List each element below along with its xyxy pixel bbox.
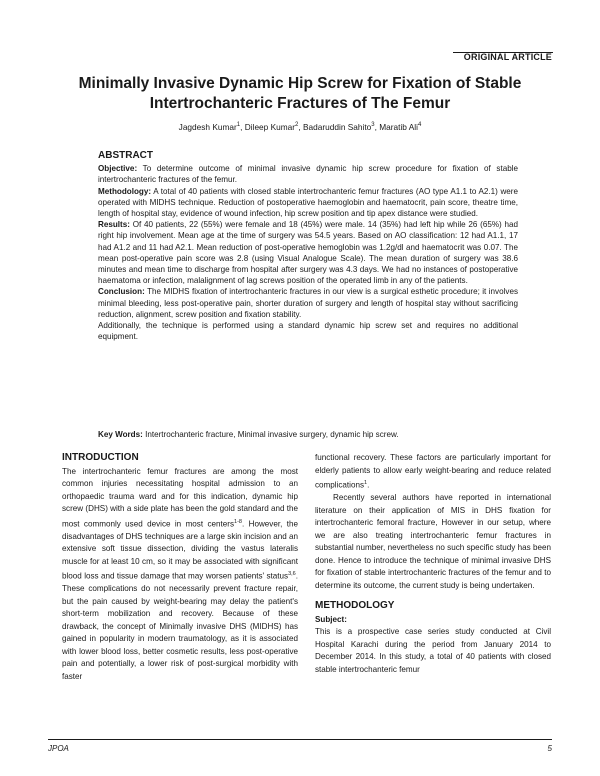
author-name: Badaruddin Sahito bbox=[303, 122, 372, 132]
subject-subheading: Subject: bbox=[315, 614, 347, 624]
author-affiliation: 1 bbox=[236, 122, 241, 129]
results-label: Results: bbox=[98, 220, 130, 230]
author-affiliation: 4 bbox=[417, 122, 422, 129]
intro-text-a: The intertrochanteric femur fractures are among the most common injuries necessitating hospital admission to an orthopaedic trauma ward and for this indication, dynamic hip screw (DHS) with a side plate has been the gold standard and the most commonly used device in most centers bbox=[62, 466, 298, 529]
introduction-paragraph-1-continued bbox=[315, 452, 551, 492]
left-column bbox=[62, 452, 298, 683]
introduction-paragraph-1 bbox=[62, 466, 298, 684]
citation: 1 bbox=[364, 480, 368, 486]
abstract-objective bbox=[98, 163, 518, 185]
keywords-label: Key Words: bbox=[98, 430, 143, 439]
keywords-text: Intertrochanteric fracture, Minimal invasive surgery, dynamic hip screw. bbox=[142, 430, 399, 439]
abstract-additionally: Additionally, the technique is performed using a standard dynamic hip screw set and requires no additional equipment. bbox=[98, 321, 518, 342]
introduction-heading: INTRODUCTION bbox=[62, 452, 139, 463]
citation: 3,6 bbox=[288, 571, 296, 578]
methodology-text: A total of 40 patients with closed stable intertrochanteric femur fractures (AO type A1.1 to A2.1) were operated with MIDHS technique. Reduction of postoperative haemoglobin and haematocrit, pain score, theatre time, length of hospital stay, evidence of wound infection, hip screw position and tip apex distance were studied. bbox=[98, 186, 518, 219]
intro-text-e: . bbox=[367, 480, 370, 490]
author-name: Jagdesh Kumar bbox=[178, 122, 237, 132]
abstract-heading: ABSTRACT bbox=[98, 150, 153, 161]
author-affiliation: 2 bbox=[295, 122, 299, 129]
article-title bbox=[60, 74, 540, 114]
abstract-conclusion bbox=[98, 286, 518, 320]
author-affiliation: 3 bbox=[371, 122, 375, 129]
abstract-section bbox=[98, 150, 518, 342]
intro-text-d: functional recovery. These factors are particularly important for elderly patients to allow early weight-bearing and reduce related complications bbox=[315, 453, 551, 490]
author-name: Dileep Kumar bbox=[244, 122, 296, 132]
methodology-label: Methodology: bbox=[98, 186, 152, 196]
page-number: 5 bbox=[547, 744, 552, 753]
article-type-label: ORIGINAL ARTICLE bbox=[463, 52, 552, 62]
intro-text-b: . However, the disadvantages of DHS techniques are a large skin incision and an extensive soft tissue dissection, dividing the vastus lateralis muscle for at least 10 cm, so it may be associated with significant blood loss and tissue damage that may worsen patients' status bbox=[62, 519, 298, 581]
objective-text: To determine outcome of minimal invasive dynamic hip screw procedure for fixation of stable intertrochanteric fractures of the femur. bbox=[98, 164, 518, 185]
title-line-1: Minimally Invasive Dynamic Hip Screw for Fixation of Stable bbox=[78, 75, 522, 92]
conclusion-label: Conclusion: bbox=[98, 287, 145, 297]
author-list: Jagdesh Kumar$^1$, Dileep Kumar$^2$, Badaruddin Sahito$^3$, Maratib Ali$^4$ bbox=[178, 122, 422, 132]
conclusion-text: The MIDHS fixation of intertrochanteric fractures in our view is a surgical esthetic procedure; it involves minimal bleeding, less post-operative pain, shorter duration of surgery and length of hospital stay without sacrificing reduction, alignment, screw position and fixation stability. bbox=[98, 287, 518, 319]
intro-text-c: . These complications do not necessarily prevent fracture repair, but the pain caused by weight-bearing may delay the patient's short-term mobilization and recovery. Because of these drawback, the concept of Minimally invasive DHS (MIDHS) has gained in popularity in modern traumatology, as it is associated with lower blood loss, better cosmetic results, less post-operative pain and potentially, a lower risk of post-surgical morbidity with faster bbox=[62, 571, 298, 681]
abstract-methodology bbox=[98, 186, 518, 220]
right-column bbox=[315, 452, 551, 676]
objective-label: Objective: bbox=[98, 164, 138, 174]
citation: 1-8 bbox=[234, 518, 242, 525]
footer-rule bbox=[48, 739, 552, 740]
keywords-line bbox=[98, 430, 518, 439]
results-text: Of 40 patients, 22 (55%) were female and 18 (45%) were male. 14 (35%) had left hip while 26 (65%) had right hip involvement. Mean age at the time of surgery was 54.5 years. Based on AO classification: 12 had A1.1, 17 had A1.2 and 11 had A2.1. Mean reduction of post-operative hemoglobin was 1.2g/dl and haematocrit was 0.07. The mean post-operative pain score was 2.8 (using Visual Analogue Scale). The mean duration of surgery was 38.6 minutes and mean time to discharge from hospital after surgery was 4.3 days. We had no instances of postoperative haematoma or infection, malalignment of lag screws position of the operated limb in any of the patients. bbox=[98, 220, 518, 286]
author-name: Maratib Ali bbox=[379, 122, 418, 132]
introduction-paragraph-2: Recently several authors have reported in international literature on their application of MIS in DHS fixation for intertrochanteric femoral fracture, However in our setup, where we are also treating intertrochanteric femur fractures in substantial number, nevertheless no such specific study has been done. Hence to introduce the technique of minimal invasive DHS for fixation of stable intertrochanteric fractures of the femur and to determine its outcome, the current study is being undertaken. bbox=[315, 493, 551, 590]
title-line-2: Intertrochanteric Fractures of The Femur bbox=[149, 95, 451, 112]
methodology-heading: METHODOLOGY bbox=[315, 600, 395, 612]
abstract-results bbox=[98, 219, 518, 286]
methodology-paragraph: This is a prospective case series study conducted at Civil Hospital Karachi during the period from January 2014 to December 2014. In this study, a total of 40 patients with closed stable intertrochanteric femur bbox=[315, 627, 551, 674]
journal-abbreviation: JPOA bbox=[48, 744, 69, 753]
